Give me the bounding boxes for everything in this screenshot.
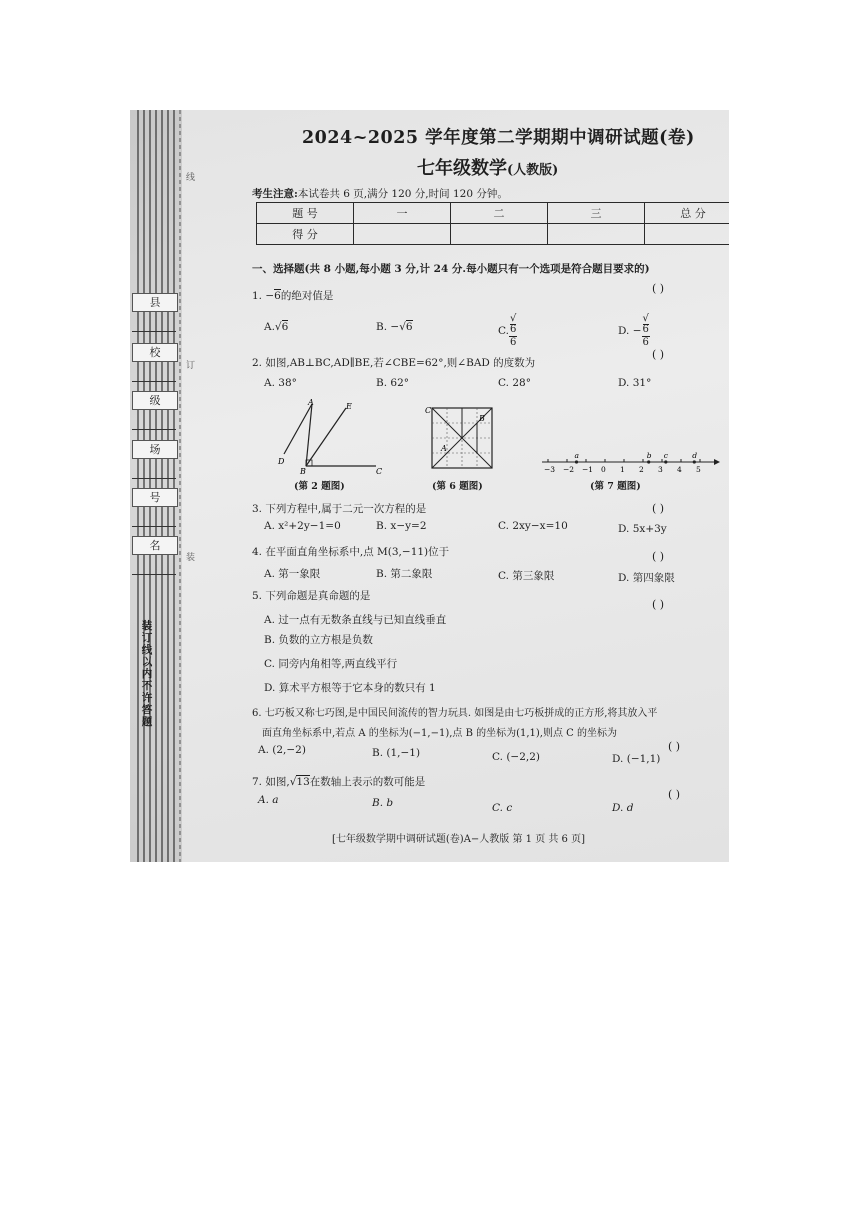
notice-text: 本试卷共 6 页,满分 120 分,时间 120 分钟。 (297, 188, 508, 200)
blank-county (132, 311, 176, 332)
blank-school (132, 361, 176, 382)
q3-option-d: D. 5x+3y (618, 523, 667, 535)
numline-point (647, 460, 650, 463)
q6-option-c: C. (−2,2) (492, 751, 541, 763)
label-county: 县 (132, 293, 178, 312)
label-school: 校 (132, 343, 178, 362)
q3-option-c: C. 2xy−x=10 (498, 520, 568, 532)
score-row-label: 得 分 (257, 224, 354, 245)
answer-paren-q7[interactable]: ( ) (668, 788, 681, 801)
binding-warning-vertical: 装订线以内不许答题 (141, 620, 153, 728)
q5-option-d: D. 算术平方根等于它本身的数只有 1 (264, 682, 436, 694)
exam-subtitle (417, 154, 558, 180)
seal-mark-2: 订 (186, 361, 196, 371)
score-table-header-row (257, 203, 730, 224)
numline-tick-label: 3 (658, 465, 663, 474)
fig6-label-a: A (441, 444, 447, 453)
answer-paren-q1[interactable]: ( ) (652, 282, 665, 295)
q1-option-c: C. √ 6 6 (498, 313, 517, 348)
score-table (256, 202, 729, 245)
q6-option-b: B. (1,−1) (372, 747, 421, 759)
fig6-label-b: B (479, 414, 485, 423)
q2-option-c: C. 28° (498, 377, 531, 389)
numline-point (575, 460, 578, 463)
q2-option-b: B. 62° (376, 377, 410, 389)
numline-point-label: a (574, 451, 579, 460)
score-header-cell: 一 (354, 203, 451, 224)
section-1-heading: 一、选择题(共 8 小题,每小题 3 分,计 24 分.每小题只有一个选项是符合题目要求的) (252, 263, 650, 275)
answer-paren-q6[interactable]: ( ) (668, 740, 681, 753)
question-6-stem-line-1: 6. 七巧板又称七巧图,是中国民间流传的智力玩具. 如图是由七巧板拼成的正方形,将其放入平 (252, 708, 658, 719)
seal-mark-1: 线 (186, 173, 196, 183)
numline-point (664, 460, 667, 463)
exam-title: 2024~2025 学年度第二学期期中调研试题(卷) (302, 128, 695, 148)
q5-option-a: A. 过一点有无数条直线与已知直线垂直 (264, 614, 447, 626)
blank-room (132, 458, 176, 479)
score-header-cell: 三 (548, 203, 645, 224)
score-cell[interactable] (645, 224, 730, 245)
question-6-stem-line-2: 面直角坐标系中,若点 A 的坐标为(−1,−1),点 B 的坐标为(1,1),则点 C 的坐标为 (262, 728, 617, 739)
q7-option-b: B. b (372, 797, 394, 809)
seal-mark-3: 装 (186, 553, 196, 563)
numline-point-label: c (663, 451, 669, 460)
fig2-label-b: B (300, 467, 306, 476)
q5-option-b: B. 负数的立方根是负数 (264, 634, 373, 646)
page-footer: [七年级数学期中调研试题(卷)A−人教版 第 1 页 共 6 页] (332, 834, 586, 845)
numline-point-label: d (692, 451, 698, 460)
answer-paren-q4[interactable]: ( ) (652, 550, 665, 563)
binding-strip-lines (130, 110, 182, 862)
numline-tick-label: 2 (639, 465, 644, 474)
label-room: 场 (132, 440, 178, 459)
q4-option-c: C. 第三象限 (498, 570, 555, 582)
question-5-stem: 5. 下列命题是真命题的是 (252, 590, 371, 602)
answer-paren-q2[interactable]: ( ) (652, 348, 665, 361)
question-4-stem: 4. 在平面直角坐标系中,点 M(3,−11)位于 (252, 546, 450, 558)
score-cell[interactable] (451, 224, 548, 245)
answer-paren-q3[interactable]: ( ) (652, 502, 665, 515)
figure-6-tangram (424, 404, 496, 470)
numline-tick-label: 4 (677, 465, 682, 474)
numline-tick-label: 0 (601, 465, 606, 474)
numline-point-label: b (646, 451, 652, 460)
q7-option-c: C. c (492, 802, 513, 814)
score-cell[interactable] (548, 224, 645, 245)
figure-6-caption: (第 6 题图) (432, 481, 483, 492)
q4-option-a: A. 第一象限 (264, 568, 321, 580)
q3-option-a: A. x²+2y−1=0 (264, 520, 341, 532)
fig2-label-e: E (346, 402, 352, 411)
figure-2-caption: (第 2 题图) (294, 481, 345, 492)
fig2-label-d: D (278, 457, 285, 466)
numline-tick-label: −3 (544, 465, 556, 474)
exam-paper (182, 110, 729, 862)
question-2-stem: 2. 如图,AB⊥BC,AD∥BE,若∠CBE=62°,则∠BAD 的度数为 (252, 357, 536, 369)
figure-7-caption: (第 7 题图) (590, 481, 641, 492)
subject-name: 七年级数学 (417, 158, 507, 179)
blank-number (132, 506, 176, 527)
q1-option-a: A.√6 (264, 321, 289, 333)
score-header-cell: 题 号 (257, 203, 354, 224)
question-3-stem: 3. 下列方程中,属于二元一次方程的是 (252, 503, 427, 515)
q1-option-d: D. − √ 6 6 (618, 313, 649, 348)
photo-of-exam-page (130, 110, 729, 862)
answer-paren-q5[interactable]: ( ) (652, 598, 665, 611)
figure-7-number-line (538, 450, 720, 476)
fig2-label-a: A (308, 398, 314, 407)
numline-tick-label: 1 (620, 465, 625, 474)
blank-name (132, 554, 176, 575)
question-7-stem: 7. 如图,√13在数轴上表示的数可能是 (252, 776, 426, 788)
exam-notice (252, 186, 508, 201)
blank-class (132, 409, 176, 430)
q2-option-a: A. 38° (264, 377, 297, 389)
q5-option-c: C. 同旁内角相等,两直线平行 (264, 658, 398, 670)
q4-option-d: D. 第四象限 (618, 572, 675, 584)
question-1-stem: 1. −6的绝对值是 (252, 290, 334, 302)
fig2-label-c: C (376, 467, 383, 476)
numline-tick-label: 5 (696, 465, 701, 474)
notice-label: 考生注意: (252, 188, 298, 200)
numline-tick-label: −1 (582, 465, 594, 474)
q6-option-a: A. (2,−2) (258, 744, 306, 756)
q7-option-a: A. a (258, 794, 279, 806)
q7-option-d: D. d (612, 802, 634, 814)
q1-option-b: B. −√6 (376, 321, 413, 333)
q3-option-b: B. x−y=2 (376, 520, 427, 532)
label-class: 级 (132, 391, 178, 410)
edition-tag: (人教版) (507, 163, 559, 178)
score-header-cell: 二 (451, 203, 548, 224)
label-name: 名 (132, 536, 178, 555)
numline-tick-label: −2 (563, 465, 575, 474)
fig6-label-c: C (425, 406, 432, 415)
q2-option-d: D. 31° (618, 377, 652, 389)
label-number: 号 (132, 488, 178, 507)
figure-2-diagram (276, 396, 386, 476)
score-table-score-row (257, 224, 730, 245)
score-header-cell: 总 分 (645, 203, 730, 224)
score-cell[interactable] (354, 224, 451, 245)
numline-point (693, 460, 696, 463)
q4-option-b: B. 第二象限 (376, 568, 433, 580)
q6-option-d: D. (−1,1) (612, 753, 661, 765)
